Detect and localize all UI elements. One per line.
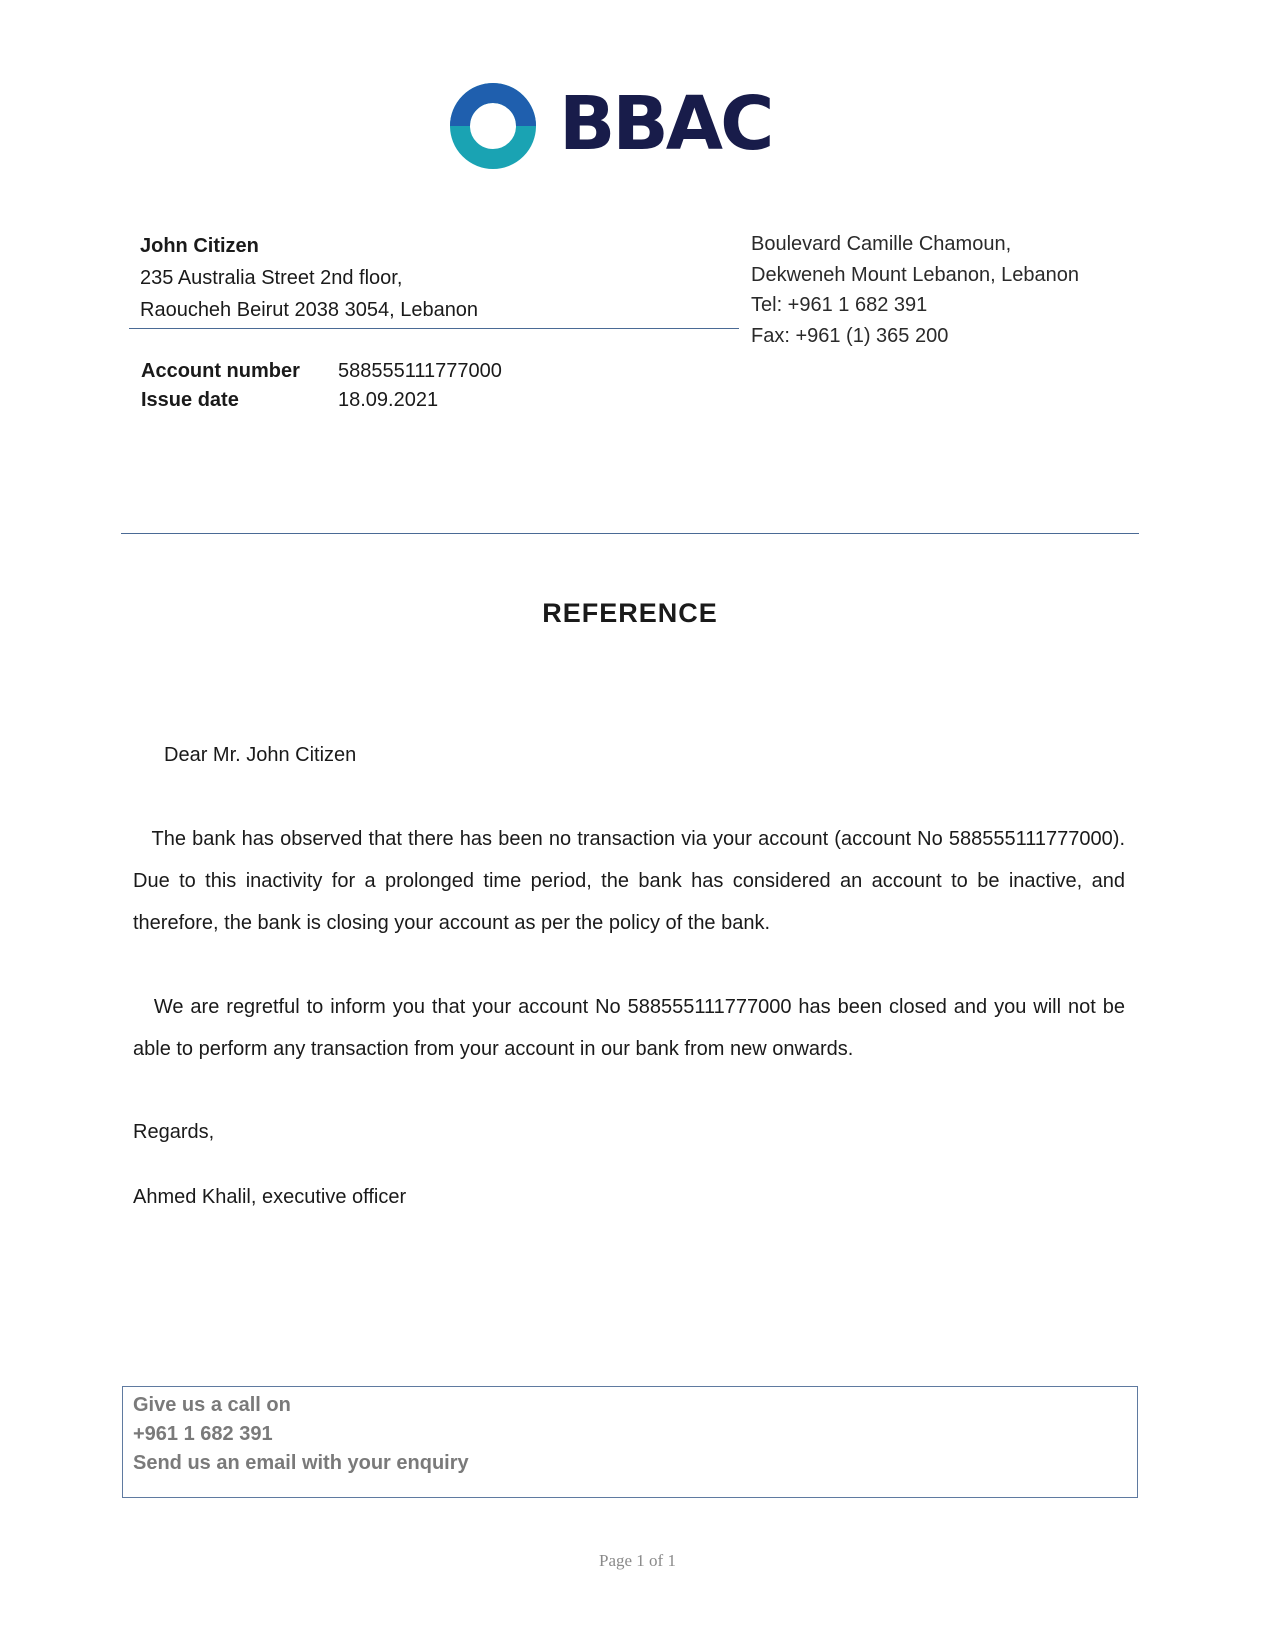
bank-logo	[447, 76, 777, 172]
contact-email-label: Send us an email with your enquiry	[133, 1452, 469, 1474]
bank-address-line2: Dekweneh Mount Lebanon, Lebanon	[751, 263, 1080, 286]
letter-closing: Regards,	[133, 1121, 215, 1143]
contact-call-label: Give us a call on	[133, 1394, 291, 1416]
recipient-name: John Citizen	[140, 235, 259, 257]
letter-greeting: Dear Mr. John Citizen	[164, 744, 357, 766]
account-number-label: Account number	[141, 360, 300, 382]
logo-ring-icon	[447, 80, 539, 172]
page-number: Page 1 of 1	[599, 1551, 676, 1570]
header-divider	[121, 533, 1139, 534]
letter-paragraph-2	[133, 986, 1125, 1070]
issue-date-row	[141, 386, 502, 415]
paragraph-2-text: We are regretful to inform you that your account No 588555111777000 has been closed and you will not be able to perform any transaction from your account in our bank from new onwards.	[133, 996, 1126, 1060]
contact-box	[122, 1386, 1138, 1498]
recipient-address-line1: 235 Australia Street 2nd floor,	[140, 267, 403, 289]
paragraph-1-text: The bank has observed that there has been no transaction via your account (account No 588555111777000). Due to this inactivity for a prolonged time period, the bank has considered an account to be inactive, and therefore, the bank is closing your account as per the policy of the bank.	[133, 828, 1125, 934]
issue-date-label: Issue date	[141, 389, 239, 411]
recipient-address-line2: Raoucheh Beirut 2038 3054, Lebanon	[140, 299, 479, 321]
letter-title: REFERENCE	[542, 598, 718, 628]
account-details	[141, 357, 502, 415]
bank-fax: Fax: +961 (1) 365 200	[751, 324, 949, 347]
bank-tel: Tel: +961 1 682 391	[751, 294, 928, 316]
address-divider	[129, 328, 739, 329]
issue-date-value: 18.09.2021	[338, 389, 439, 411]
letter-signer: Ahmed Khalil, executive officer	[133, 1186, 407, 1208]
account-number-row	[141, 357, 502, 386]
bank-address-block	[751, 229, 1079, 351]
logo-wordmark: BBAC	[559, 81, 772, 167]
recipient-block	[140, 230, 478, 326]
bank-address-line1: Boulevard Camille Chamoun,	[751, 233, 1012, 255]
contact-phone: +961 1 682 391	[133, 1423, 273, 1445]
letter-paragraph-1	[133, 818, 1125, 944]
account-number-value: 588555111777000	[338, 360, 502, 382]
